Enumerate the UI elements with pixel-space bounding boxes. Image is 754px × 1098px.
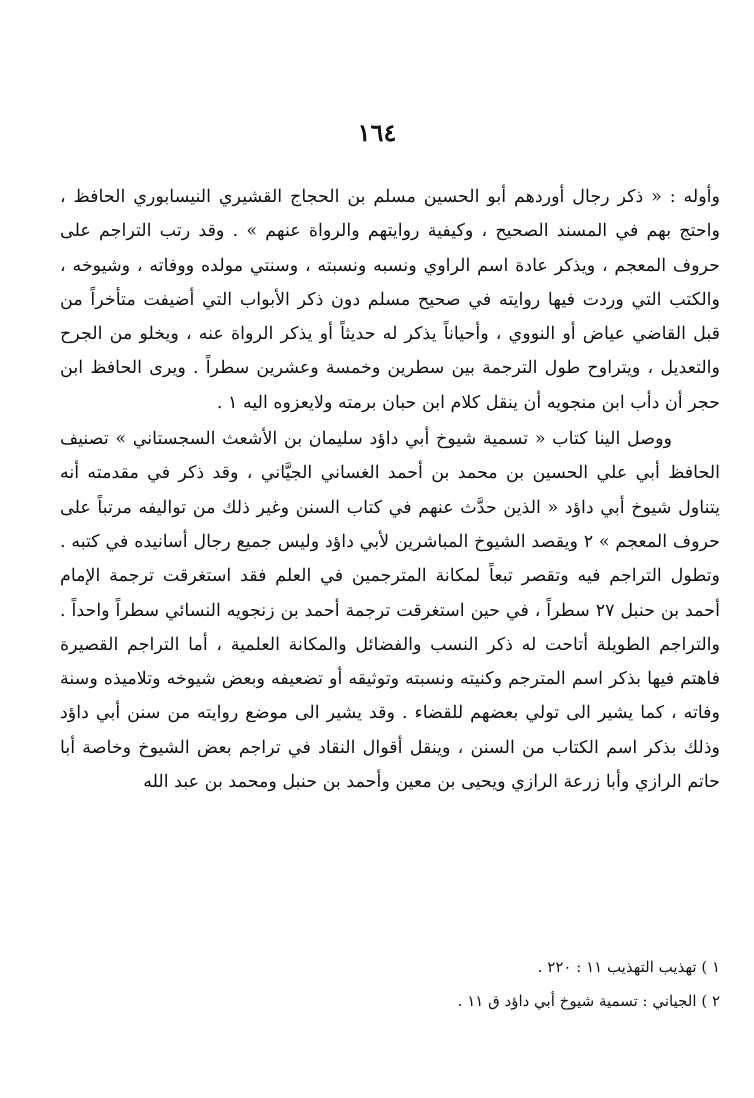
footnotes [60,950,720,1018]
footnote-1: ١ ) تهذيب التهذيب ١١ : ٢٢٠ . [537,958,720,976]
body-text [60,180,720,799]
paragraph-1: وأوله : « ذكر رجال أوردهم أبو الحسين مسلم بن الحجاج القشيري النيسابوري الحافظ ، واحتج بهم في المسند الصحيح ، وكيفية روايتهم والرواة عنهم » . وقد رتب التراجم على حروف المعجم ، ويذكر عادة اسم الراوي ونسبه ونسبته ، وسنتي مولده ووفاته ، وشيوخه ، والكتب التي وردت فيها روايته في صحيح مسلم دون ذكر الأبواب التي أضيفت متأخراً من قبل القاضي عياض أو النووي ، وأحياناً يذكر له حديثاً أو يذكر الرواة عنه ، ويخلو من الجرح والتعديل ، ويتراوح طول الترجمة بين سطرين وخمسة وعشرين سطراً . ويرى الحافظ ابن حجر أن دأب ابن منجويه أن ينقل كلام ابن حبان برمته ولايعزوه اليه ١ . [60,187,720,413]
paragraph-2: ووصل الينا كتاب « تسمية شيوخ أبي داؤد سليمان بن الأشعث السجستاني » تصنيف الحافظ أبي علي الحسين بن محمد بن أحمد الغساني الجيَّاني ، وقد ذكر في مقدمته أنه يتناول شيوخ أبي داؤد « الذين حدَّث عنهم في كتاب السنن وغير ذلك من تواليفه مرتباً على حروف المعجم » ٢ ويقصد الشيوخ المباشرين لأبي داؤد وليس جميع رجال أسانيده في كتبه . وتطول التراجم فيه وتقصر تبعاً لمكانة المترجمين في العلم فقد استغرقت ترجمة الإمام أحمد بن حنبل ٢٧ سطراً ، في حين استغرقت ترجمة أحمد بن زنجويه النسائي سطراً واحداً . والتراجم الطويلة أتاحت له ذكر النسب والفضائل والمكانة العلمية ، أما التراجم القصيرة فاهتم فيها بذكر اسم المترجم وكنيته ونسبته وتوثيقه أو تضعيفه وبعض شيوخه وتلاميذه وسنة وفاته ، كما يشير الى تولي بعضهم للقضاء . وقد يشير الى موضع روايته من سنن أبي داؤد وذلك بذكر اسم الكتاب من السنن ، وينقل أقوال النقاد في تراجم بعض الشيوخ وخاصة أبا حاتم الرازي وأبا زرعة الرازي ويحيى بن معين وأحمد بن حنبل ومحمد بن عبد الله [60,429,720,793]
footnote-2: ٢ ) الجياني : تسمية شيوخ أبي داؤد ق ١١ . [457,992,720,1010]
page-number: ١٦٤ [357,118,397,147]
